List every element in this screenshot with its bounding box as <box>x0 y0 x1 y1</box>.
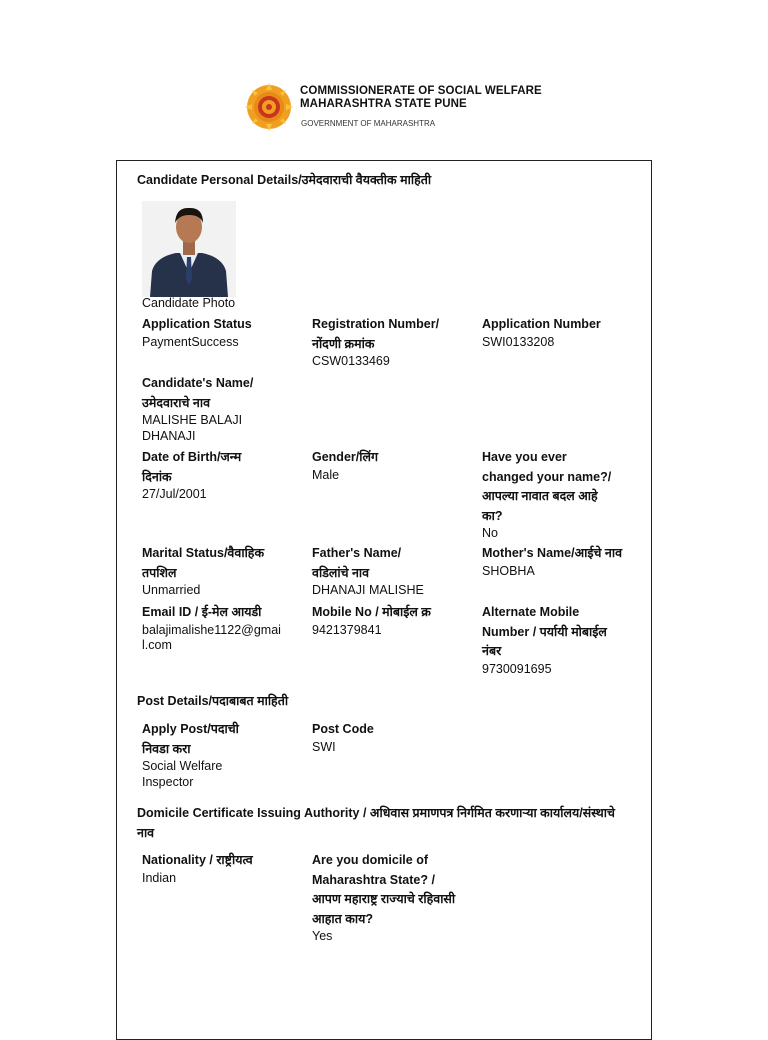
application-number-label: Application Number <box>482 317 601 331</box>
application-number-value: SWI0133208 <box>482 334 555 349</box>
dob-value: 27/Jul/2001 <box>142 487 207 501</box>
registration-number-field <box>312 315 462 370</box>
apply-post-value: Social Welfare Inspector <box>142 759 223 789</box>
application-number-field <box>482 315 632 350</box>
mother-name-label: Mother's Name/आईचे नाव <box>482 546 623 560</box>
email-label: Email ID / ई-मेल आयडी <box>142 605 262 619</box>
org-location: MAHARASHTRA STATE PUNE <box>300 98 467 110</box>
application-card <box>116 160 652 1040</box>
post-code-value: SWI <box>312 739 336 754</box>
gender-label: Gender/लिंग <box>312 450 378 464</box>
alt-mobile-field <box>482 603 607 677</box>
alt-mobile-value: 9730091695 <box>482 661 552 676</box>
father-name-value: DHANAJI MALISHE <box>312 583 424 597</box>
application-status-value: PaymentSuccess <box>142 334 239 349</box>
application-status-label: Application Status <box>142 317 252 331</box>
maharashtra-emblem-icon <box>244 82 294 132</box>
mother-name-value: SHOBHA <box>482 563 535 578</box>
domicile-field <box>312 851 462 945</box>
dob-field <box>142 448 272 503</box>
name-changed-field <box>482 448 614 542</box>
dob-label: Date of Birth/जन्म दिनांक <box>142 450 242 484</box>
apply-post-label: Apply Post/पदाची निवडा करा <box>142 722 239 756</box>
father-name-label: Father's Name/ वडिलांचे नाव <box>312 546 402 580</box>
mobile-value: 9421379841 <box>312 622 382 637</box>
gender-value: Male <box>312 467 340 482</box>
application-status-field <box>142 315 292 350</box>
org-name: COMMISSIONERATE OF SOCIAL WELFARE <box>300 85 542 97</box>
mother-name-field <box>482 544 627 579</box>
registration-number-value: CSW0133469 <box>312 354 390 368</box>
domicile-label: Are you domicile of Maharashtra State? / आपण महाराष्ट्र राज्याचे रहिवासी आहात काय? <box>312 853 456 926</box>
candidate-name-field <box>142 374 282 444</box>
apply-post-field <box>142 720 267 790</box>
photo-caption: Candidate Photo <box>142 296 236 310</box>
name-changed-value: No <box>482 526 498 540</box>
candidate-photo <box>142 201 236 297</box>
domicile-value: Yes <box>312 929 333 943</box>
post-code-field <box>312 720 462 755</box>
alt-mobile-label: Alternate Mobile Number / पर्यायी मोबाईल नंबर <box>482 605 607 658</box>
page-header <box>244 82 564 134</box>
post-section-title: Post Details/पदाबाबत माहिती <box>137 694 289 708</box>
nationality-value: Indian <box>142 870 177 885</box>
org-government: GOVERNMENT OF MAHARASHTRA <box>301 119 436 128</box>
father-name-field <box>312 544 432 599</box>
mobile-label: Mobile No / मोबाईल क्र <box>312 605 431 619</box>
registration-number-label: Registration Number/नोंदणी क्रमांक <box>312 317 440 351</box>
gender-field <box>312 448 462 483</box>
post-code-label: Post Code <box>312 722 374 736</box>
email-field <box>142 603 282 654</box>
nationality-label: Nationality / राष्ट्रीयत्व <box>142 853 253 867</box>
candidate-name-value: MALISHE BALAJI DHANAJI <box>142 413 243 443</box>
marital-status-field <box>142 544 292 599</box>
marital-status-value: Unmarried <box>142 583 201 597</box>
domicile-section-title: Domicile Certificate Issuing Authority / अधिवास प्रमाणपत्र निर्गमित करणाऱ्या कार्यालय/संस्थाचे नाव <box>137 806 615 840</box>
email-value: balajimalishe1122@gmail.com <box>142 622 281 652</box>
marital-status-label: Marital Status/वैवाहिक तपशिल <box>142 546 265 580</box>
personal-section-title: Candidate Personal Details/उमेदवाराची वैयक्तीक माहिती <box>137 173 432 187</box>
candidate-photo-image <box>142 201 236 297</box>
nationality-field <box>142 851 292 886</box>
name-changed-label: Have you ever changed your name?/आपल्या नावात बदल आहे का? <box>482 450 612 523</box>
mobile-field <box>312 603 472 638</box>
candidate-name-label: Candidate's Name/ उमेदवाराचे नाव <box>142 376 254 410</box>
